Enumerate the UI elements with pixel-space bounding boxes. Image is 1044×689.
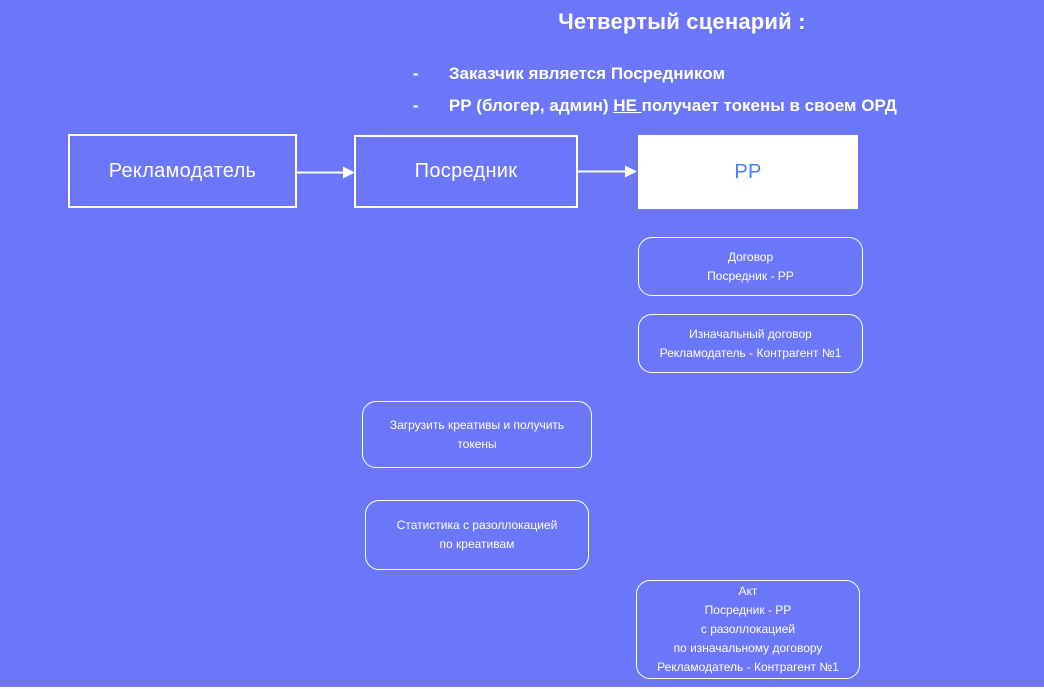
card-line: Загрузить креативы и получить: [389, 417, 565, 432]
card-line: по изначальному договору: [673, 641, 823, 655]
card-line: Статистика с разоллокацией: [396, 518, 558, 532]
card-initial-contract: [638, 314, 863, 373]
card-upload-creatives: [362, 401, 592, 468]
bullet-dash: -: [412, 96, 419, 115]
bullet-text: РР (блогер, админ): [448, 96, 614, 115]
bullet-dash: -: [412, 64, 419, 83]
node-label: Рекламодатель: [108, 159, 257, 182]
node-label: РР: [734, 160, 762, 183]
arrow-intermediary-to-rr-icon: [578, 164, 638, 179]
node-advertiser: [68, 134, 297, 208]
page-title: Четвертый сценарий :: [558, 9, 806, 34]
bullet-text: Заказчик является Посредником: [448, 64, 726, 83]
card-line: Акт: [738, 584, 758, 598]
card-line: Посредник - РР: [704, 603, 792, 617]
bullet-emphasis: НЕ: [613, 96, 642, 115]
bullet-item-2: [394, 76, 1014, 136]
card-act: [636, 580, 860, 679]
card-line: с разоллокацией: [700, 622, 796, 636]
node-label: Посредник: [414, 160, 518, 182]
node-intermediary: [354, 135, 578, 208]
card-line: токены: [457, 436, 497, 451]
node-rr: [638, 135, 858, 209]
card-line: Рекламодатель - Контрагент №1: [659, 345, 842, 360]
card-line: Договор: [727, 249, 774, 264]
card-line: Рекламодатель - Контрагент №1: [657, 660, 839, 674]
card-line: Изначальный договор: [689, 326, 812, 341]
arrow-advertiser-to-intermediary-icon: [296, 165, 356, 180]
card-line: Посредник - РР: [707, 268, 794, 283]
card-contract-intermediary-rr: [638, 237, 863, 296]
card-statistics: [365, 500, 589, 570]
bullet-text-suffix: получает токены в своем ОРД: [641, 96, 897, 115]
card-line: по креативам: [439, 537, 515, 551]
